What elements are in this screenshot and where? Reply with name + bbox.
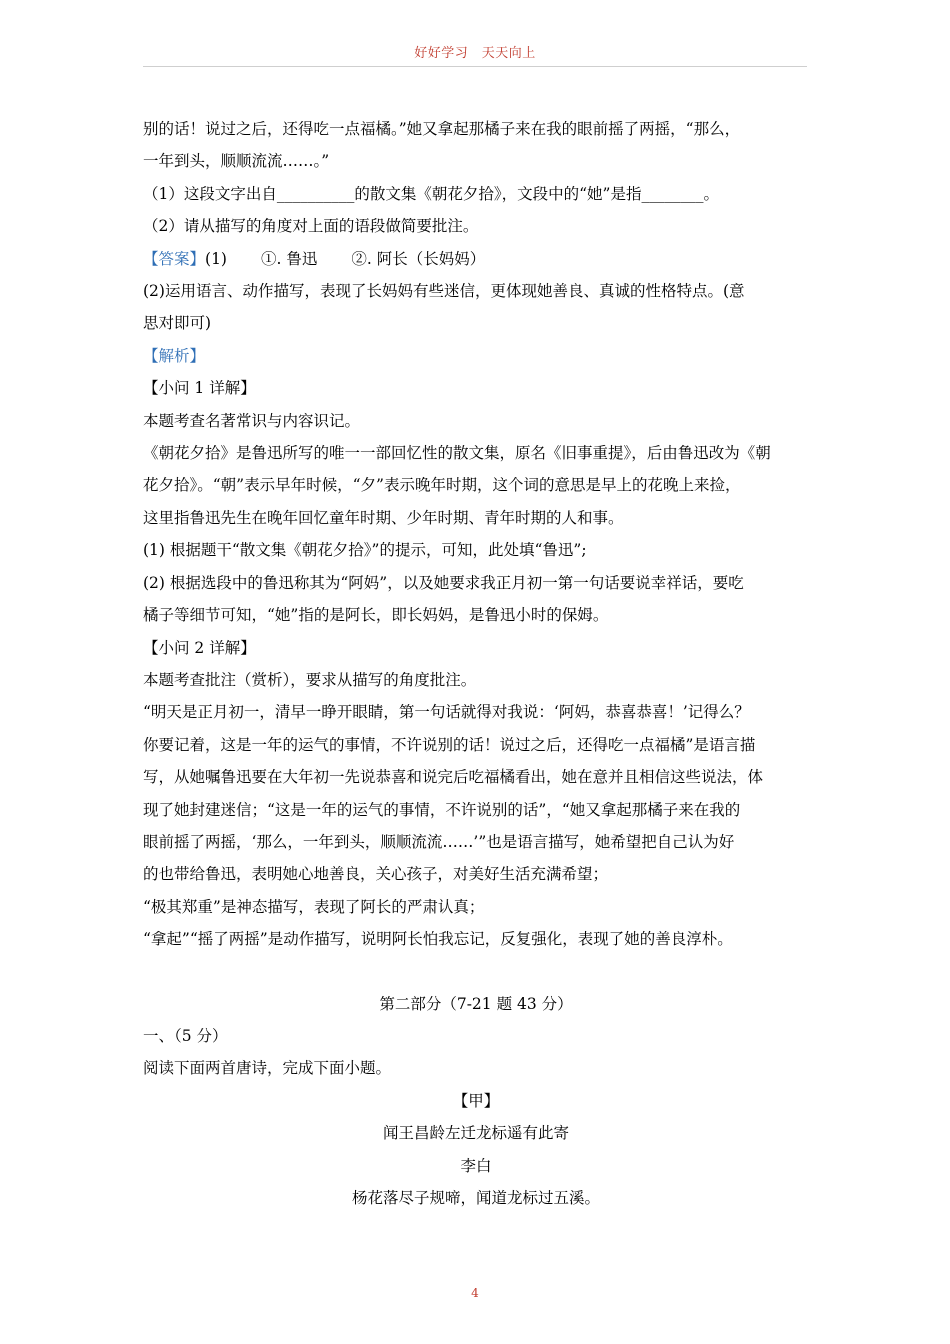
part-two-heading: 第二部分（7-21 题 43 分） (379, 994, 573, 1013)
text-line: 本题考查批注（赏析），要求从描写的角度批注。 (143, 670, 477, 689)
text-line: 现了她封建迷信；“这是一年的运气的事情，不许说别的话”，“她又拿起那橘子来在我的 (143, 800, 741, 819)
section-heading: 一、（5 分） (143, 1026, 228, 1045)
text-line: (1) 根据题干“散文集《朝花夕拾》”的提示，可知，此处填“鲁迅”; (143, 541, 587, 560)
header-divider (143, 66, 807, 67)
text-line: “极其郑重”是神态描写，表现了阿长的严肃认真； (143, 897, 485, 916)
answer-line (143, 243, 809, 275)
page-number: 4 (471, 1286, 479, 1300)
text-line: “拿起”“摇了两摇”是动作描写，说明阿长怕我忘记，反复强化，表现了她的善良淳朴。 (143, 930, 733, 949)
poem-author: 李白 (460, 1156, 492, 1175)
poem-title: 闻王昌龄左迁龙标遥有此寄 (382, 1124, 569, 1143)
text-line: 《朝花夕拾》是鲁迅所写的唯一一部回忆性的散文集，原名《旧事重提》，后由鲁迅改为《朝 (143, 444, 771, 463)
sub-question-1-heading: 【小问 1 详解】 (143, 379, 256, 398)
text-line: 写，从她嘱鲁迅要在大年初一先说恭喜和说完后吃福橘看出，她在意并且相信这些说法，体 (143, 768, 764, 787)
document-body (143, 113, 809, 1214)
text-line: 本题考查名著常识与内容识记。 (143, 411, 361, 430)
sub-question-2-heading: 【小问 2 详解】 (143, 638, 256, 657)
text-line: 这里指鲁迅先生在晚年回忆童年时期、少年时期、青年时期的人和事。 (143, 508, 624, 527)
text-line: “明天是正月初一，清早一睁开眼睛，第一句话就得对我说：‘阿妈，恭喜恭喜！’记得么？ (143, 703, 750, 722)
answer-number: (1) (205, 249, 227, 268)
text-line: 橘子等细节可知，“她”指的是阿长，即长妈妈，是鲁迅小时的保姆。 (143, 606, 609, 625)
text-line: 别的话！说过之后，还得吃一点福橘。”她又拿起那橘子来在我的眼前摇了两摇，“那么， (143, 120, 741, 138)
answer-label: 【答案】 (143, 249, 206, 268)
text-line: (2) 根据选段中的鲁迅称其为“阿妈”，以及她要求我正月初一第一句话要说幸祥话，要吃 (143, 573, 744, 592)
text-line: 花夕拾》。“朝”表示早年时候，“夕”表示晚年时期，这个词的意思是早上的花晚上来捡， (143, 476, 741, 495)
answer-option-a: ①. 鲁迅 (260, 249, 318, 268)
text-line: 眼前摇了两摇，‘那么，一年到头，顺顺流流……’”也是语言描写，她希望把自己认为好 (143, 832, 735, 851)
poem-label: 【甲】 (452, 1091, 500, 1110)
question-1: （1）这段文字出自__________的散文集《朝花夕拾》，文段中的“她”是指________。 (143, 184, 719, 203)
instruction: 阅读下面两首唐诗，完成下面小题。 (143, 1059, 392, 1078)
text-line: 的也带给鲁迅，表明她心地善良，关心孩子，对美好生活充满希望； (143, 865, 609, 884)
question-2: （2）请从描写的角度对上面的语段做简要批注。 (143, 217, 479, 236)
text-line: 一年到头，顺顺流流……。” (143, 152, 330, 171)
poem-verse: 杨花落尽子规啼，闻道龙标过五溪。 (351, 1189, 600, 1207)
text-line: 你要记着，这是一年的运气的事情，不许说别的话！说过之后，还得吃一点福橘”是语言描 (143, 735, 756, 754)
answer-2-line: (2)运用语言、动作描写，表现了长妈妈有些迷信，更体现她善良、真诚的性格特点。(意 (143, 282, 745, 301)
answer-2-line: 思对即可) (143, 314, 212, 333)
page-header: 好好学习 天天向上 (414, 46, 536, 61)
analysis-label: 【解析】 (143, 346, 206, 365)
answer-option-b: ②. 阿长（长妈妈） (351, 249, 486, 268)
